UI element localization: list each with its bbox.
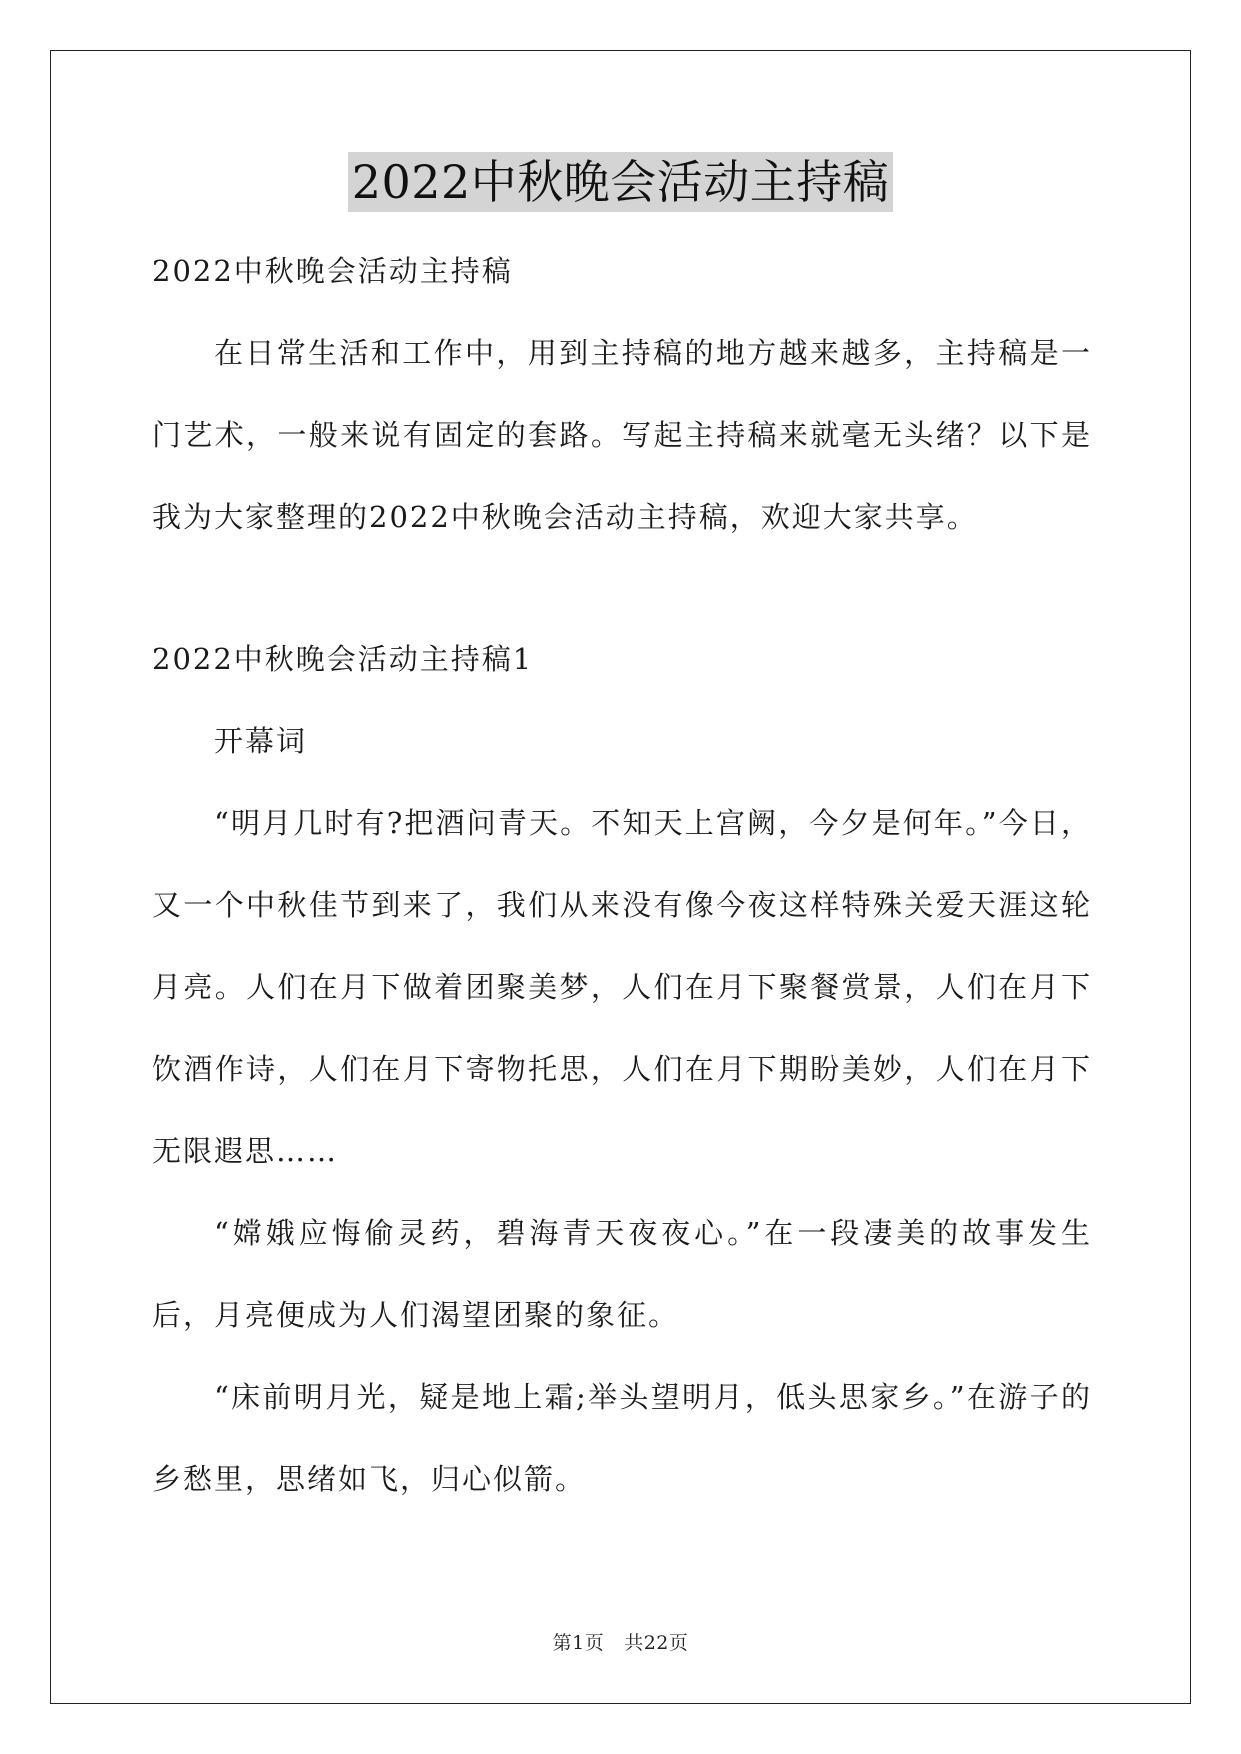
document-title: 2022中秋晚会活动主持稿 bbox=[348, 152, 894, 212]
intro-paragraph: 在日常生活和工作中，用到主持稿的地方越来越多，主持稿是一门艺术，一般来说有固定的套路。写起主持稿来就毫无头绪？以下是我为大家整理的2022中秋晚会活动主持稿，欢迎大家共享。 bbox=[152, 336, 1092, 534]
document-body bbox=[152, 230, 1092, 1520]
poem-paragraph-3: “床前明月光，疑是地上霜;举头望明月，低头思家乡。”在游子的乡愁里，思绪如飞，归心似箭。 bbox=[152, 1380, 1092, 1496]
page-footer bbox=[0, 1628, 1241, 1655]
page-number: 第1页 bbox=[552, 1632, 605, 1654]
opening-label: 开幕词 bbox=[214, 724, 308, 758]
subtitle-heading: 2022中秋晚会活动主持稿 bbox=[152, 254, 513, 288]
title-container bbox=[0, 152, 1241, 212]
poem-paragraph-2: “嫦娥应悔偷灵药，碧海青天夜夜心。”在一段凄美的故事发生后，月亮便成为人们渴望团聚的象征。 bbox=[152, 1216, 1092, 1332]
section-heading: 2022中秋晚会活动主持稿1 bbox=[152, 642, 534, 676]
page-total: 共22页 bbox=[624, 1632, 689, 1654]
section-gap bbox=[152, 558, 1092, 618]
poem-paragraph-1: “明月几时有?把酒问青天。不知天上宫阙，今夕是何年。”今日，又一个中秋佳节到来了，我们从来没有像今夜这样特殊关爱天涯这轮月亮。人们在月下做着团聚美梦，人们在月下聚餐赏景，人们在月下饮酒作诗，人们在月下寄物托思，人们在月下期盼美妙，人们在月下无限遐思…… bbox=[152, 806, 1092, 1168]
